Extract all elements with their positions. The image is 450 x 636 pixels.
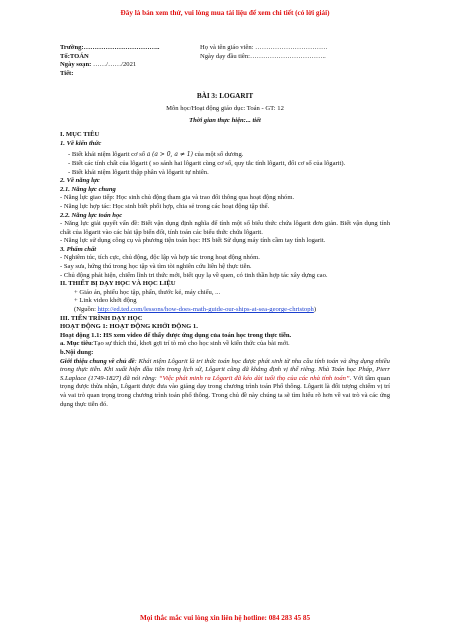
subject-line: Môn học/Hoạt động giáo dục: Toán - GT: 12 <box>166 104 284 112</box>
objective-label: a. Mục tiêu <box>60 340 92 348</box>
section-competence: 2. Về năng lực <box>60 177 100 185</box>
topic-intro-text-2: . Với tầm quan trọng được thừa nhận, Lôgarit được đưa vào giảng dạy trong chương trình toán Phổ thông. Lôgarit là đối tượng chiếm vị trí và vai trò quan trọng trong chương trình toán phổ thông. Trong chủ đề này chúng ta sẽ tìm hiểu rõ hơn về vai trò và các ứng dụng thực tiễn đó. <box>60 374 390 408</box>
quality-item-1: - Nghiêm túc, tích cực, chủ động, độc lập và hợp tác trong hoạt động nhóm. <box>60 254 260 262</box>
quality-item-2: - Say sưa, hứng thú trong học tập và tìm tòi nghiên cứu liên hệ thực tiễn. <box>60 263 252 271</box>
source-end: ) <box>313 306 317 314</box>
lesson-plan <box>60 44 390 409</box>
quality-item-3: - Chủ động phát hiện, chiếm lĩnh tri thức mới, biết quy lạ về quen, có tinh thần hợp tác xây dựng cao. <box>60 271 328 279</box>
period-field: Tiết: <box>60 69 74 77</box>
knowledge-item-2: - Biết các tính chất của lôgarit ( so sánh hai lôgarit cùng cơ số, quy tắc tính lôgarit, đổi cơ số của lôgarit). <box>68 159 346 167</box>
prepared-date-field <box>60 61 200 70</box>
header-row-3 <box>60 61 390 70</box>
topic-intro-text-1: : Khái niệm Lôgarit là tri thức toán học được phát sinh từ nhu cầu tính toán và ứng dụng nhiều trong thực tiễn. Khi xuất hiện đầu tiên trong lịch sử, Lôgarit cũng đã khẳng định vị thế riêng. Nhà Toán học Pháp, Pierr S.Laplace (1749-1827) đã nói rằng: <box>60 357 390 382</box>
topic-intro <box>60 358 390 410</box>
department-field: Tổ:TOÁN <box>60 52 89 60</box>
equipment-item-2: + Link video khởi động <box>74 297 137 305</box>
source-label: (Nguồn: <box>74 306 98 314</box>
prepared-date-label: Ngày soạn: <box>60 61 92 69</box>
topic-intro-label: Giới thiệu chung về chủ đề <box>60 357 135 365</box>
video-link[interactable]: http://ed.ted.com/lessons/how-does-math-guide-our-ships-at-sea-george-christoph <box>97 306 314 314</box>
teaching-date-field: Ngày dạy đầu tiên:…………………………….. <box>200 52 326 60</box>
knowledge-1-text: - Biết khái niệm lôgarit cơ số <box>68 151 147 159</box>
activity-1-heading: HOẠT ĐỘNG 1: HOẠT ĐỘNG KHỞI ĐỘNG 1. <box>60 323 198 331</box>
objective-line <box>60 340 390 349</box>
section-knowledge: 1. Về kiến thức <box>60 139 102 147</box>
video-source <box>60 306 390 315</box>
header-row-1 <box>60 44 390 53</box>
teacher-field: Họ và tên giáo viên: …………………………… <box>200 44 328 51</box>
math-base-a: a <box>146 151 151 159</box>
competence-item-1: - Năng lực giao tiếp: Học sinh chủ động tham gia và trao đổi thông qua hoạt động nhóm. <box>60 194 295 202</box>
section-qualities: 3. Phẩm chất <box>60 245 97 253</box>
laplace-quote: “Việc phát minh ra Lôgarit đã kéo dài tuổi thọ của các nhà tính toán” <box>158 374 350 382</box>
activity-1-1-heading: Hoạt động 1.1: HS xem video để thấy được ứng dụng của toán học trong thực tiễn. <box>60 331 292 339</box>
page-title: BÀI 3: LOGARIT <box>196 92 254 101</box>
hotline-banner: Mọi thắc mắc vui lòng xin liên hệ hotline: 084 283 45 85 <box>139 614 311 622</box>
knowledge-item-1 <box>60 151 390 160</box>
section-math-competence: 2.2. Năng lực toán học <box>60 211 123 219</box>
header-row-2 <box>60 53 390 62</box>
school-field: Trường:…………………………….. <box>60 44 160 51</box>
math-competence-item-1: - Năng lực giải quyết vấn đề: Biết vận dụng định nghĩa để tính một số biểu thức chứa lôgarit đơn giản. Biết vận dụng tính chất của lôgarit vào các bài tập biến đổi, tính toán các biểu thức chứa lôgarit. <box>60 220 390 236</box>
section-objectives: I. MỤC TIÊU <box>60 131 100 139</box>
section-process: III. TIẾN TRÌNH DẠY HỌC <box>60 314 143 322</box>
section-equipment: II. THIẾT BỊ DẠY HỌC VÀ HỌC LIỆU <box>60 280 176 288</box>
equipment-item-1: + Giáo án, phiếu học tập, phấn, thước kẻ, máy chiếu, ... <box>74 288 221 296</box>
preview-banner: Đây là bản xem thử, vui lòng mua tài liệu để xem chi tiết (có lời giải) <box>120 9 330 17</box>
knowledge-1-tail: của một số dương. <box>192 151 244 159</box>
math-competence-item-2: - Năng lực sử dụng công cụ và phương tiện toán học: HS biết Sử dụng máy tính cầm tay tính logarit. <box>60 237 326 245</box>
prepared-date-value: ……/……/2021 <box>91 61 137 69</box>
objective-text: :Tạo sự thích thú, khơi gợi trí tò mò cho học sinh về kiến thức của bài mới. <box>91 340 290 348</box>
competence-item-2: - Năng lực hợp tác: Học sinh biết phối hợp, chia sẻ trong các hoạt động tập thể. <box>60 202 270 210</box>
content-label: b.Nội dung: <box>60 349 94 356</box>
knowledge-item-3: - Biết khái niệm lôgarit thập phân và lôgarit tự nhiên. <box>68 168 209 176</box>
section-general-competence: 2.1. Năng lực chung <box>60 185 116 193</box>
duration-line: Thời gian thực hiện:... tiết <box>189 116 261 124</box>
math-condition: (a > 0, a ≠ 1) <box>151 151 193 159</box>
